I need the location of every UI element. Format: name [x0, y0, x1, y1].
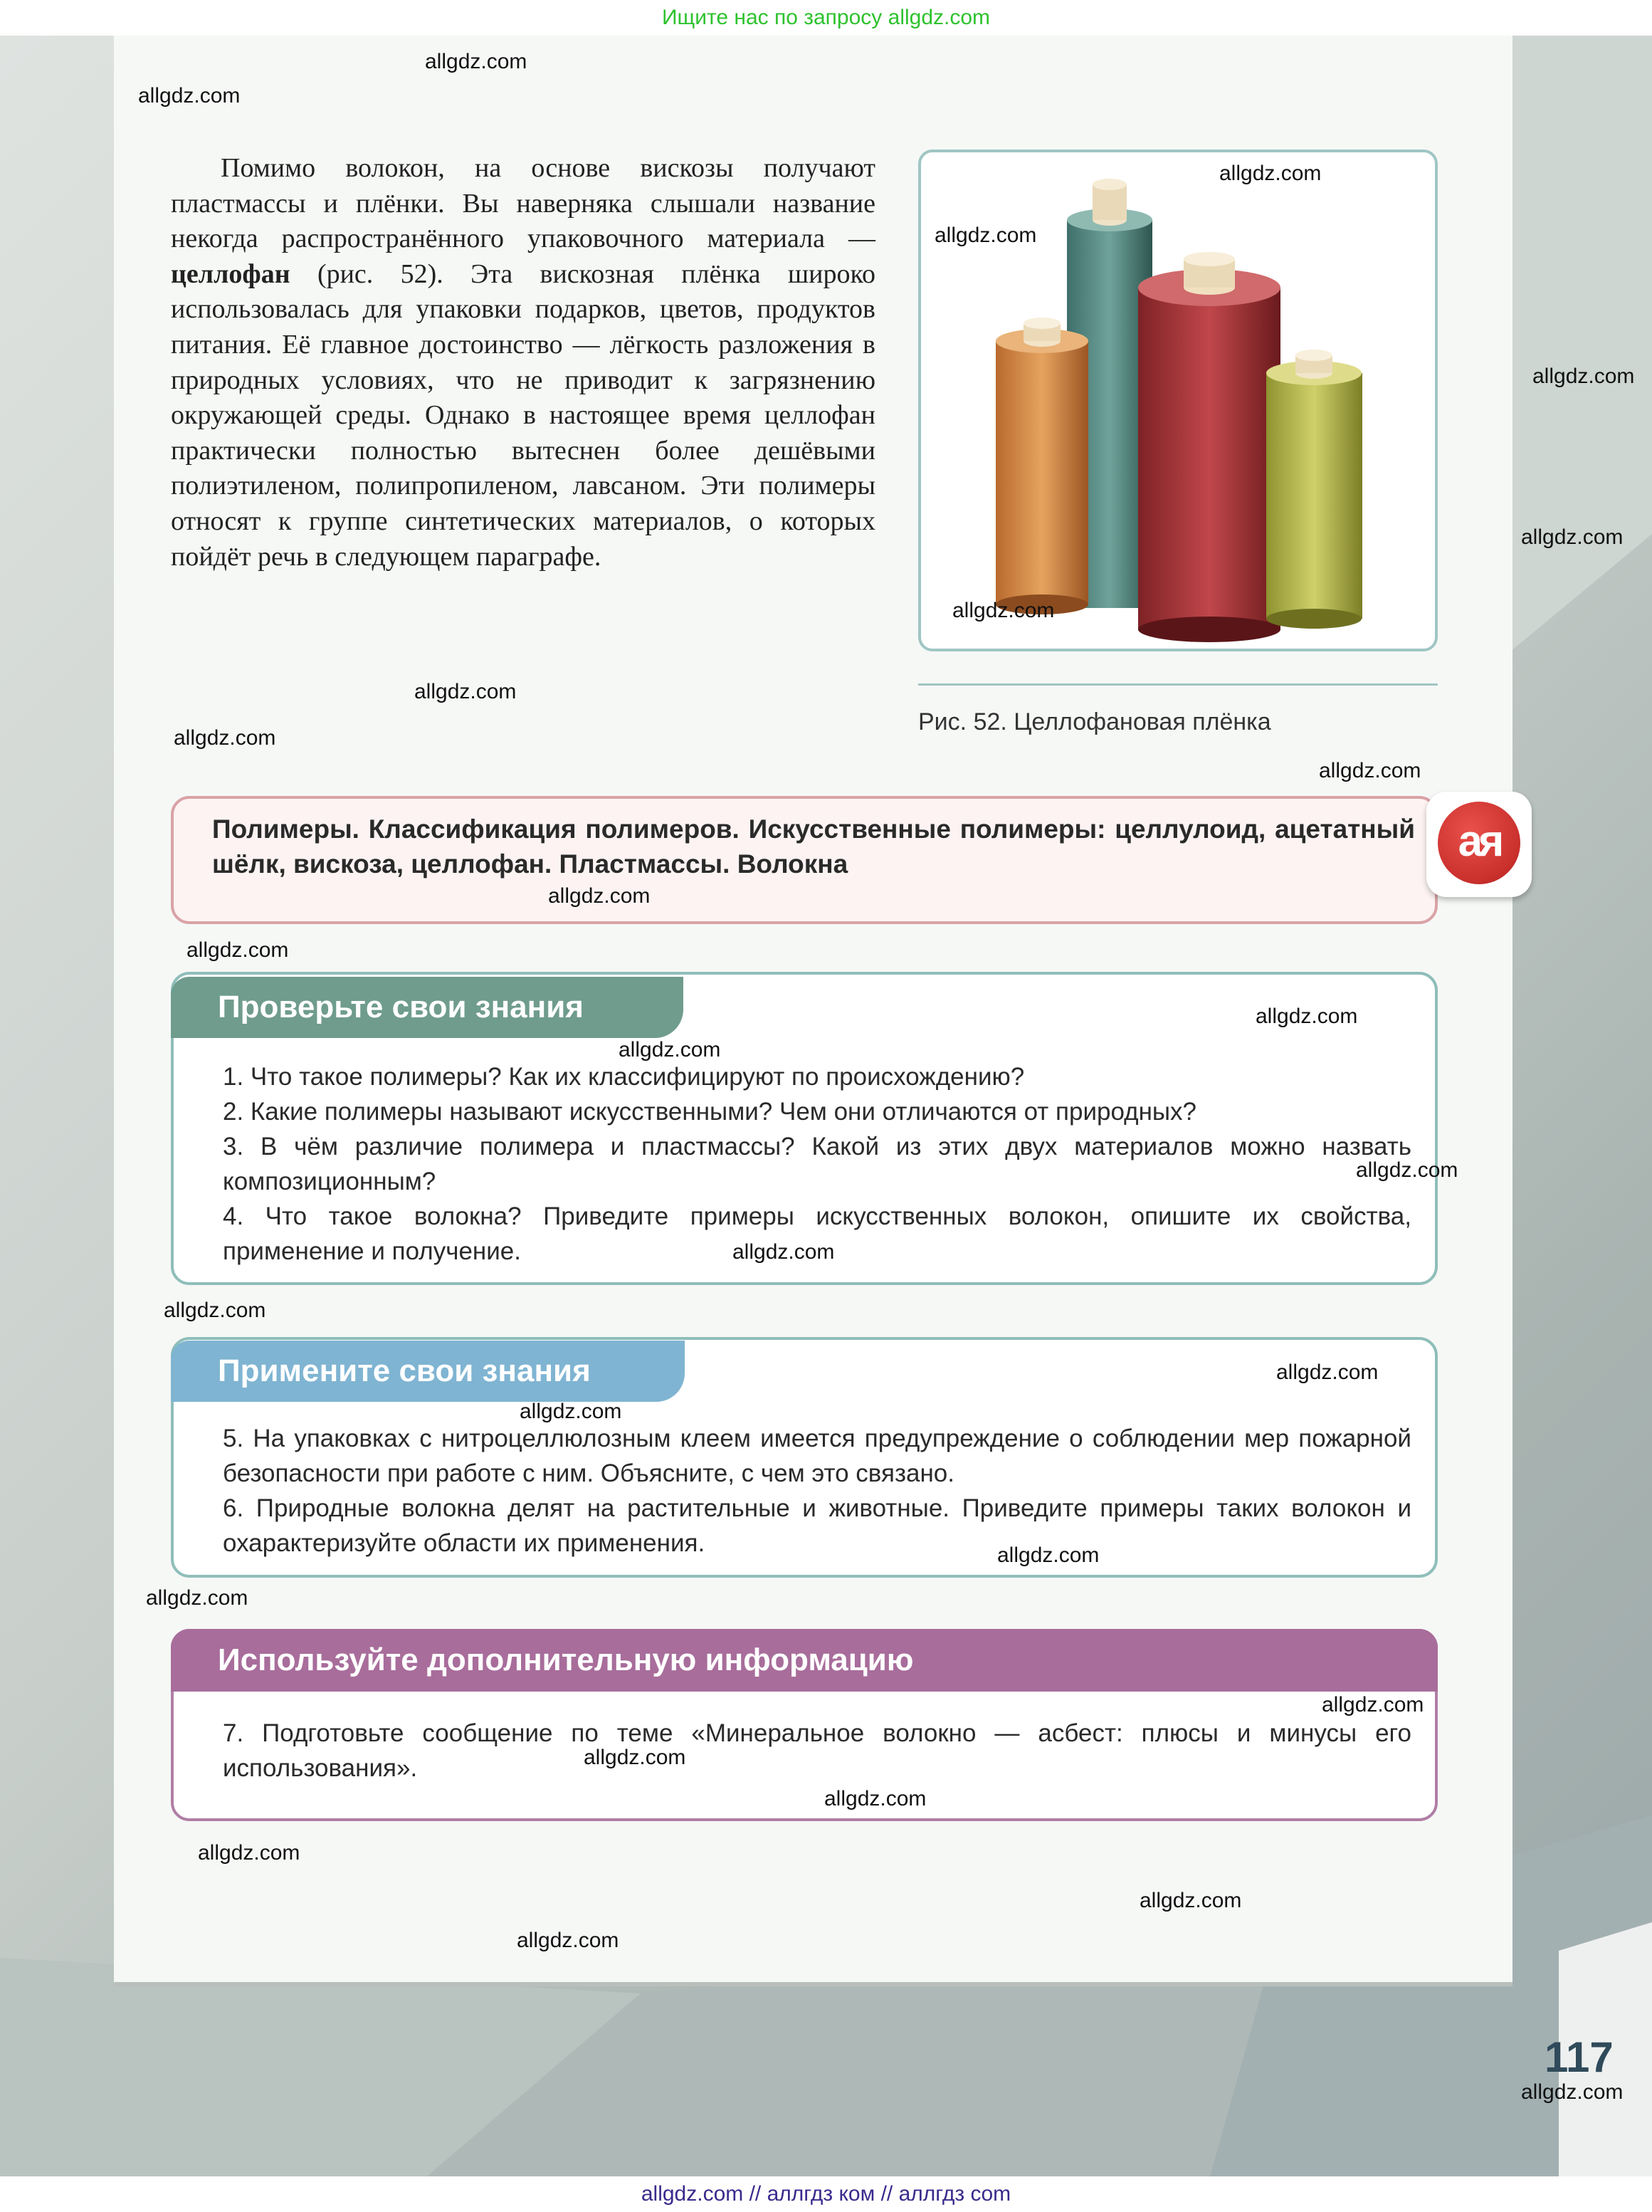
figure-divider [918, 683, 1438, 686]
question-5: 5. На упаковках с нитроцеллюлозным клеем имеется предупреждение о соблюдении мер пожарной безопасности при работе с ним. Объясните, с чем это связано. [223, 1425, 1411, 1487]
watermark: allgdz.com [174, 726, 276, 750]
watermark: allgdz.com [198, 1841, 300, 1865]
apply-knowledge-title: Примените свои знания [171, 1341, 685, 1402]
watermark: allgdz.com [1521, 2080, 1624, 2104]
vocabulary-icon: ая [1438, 802, 1520, 884]
watermark: allgdz.com [997, 1543, 1100, 1567]
watermark: allgdz.com [1322, 1693, 1424, 1716]
watermark: allgdz.com [186, 938, 289, 962]
key-terms-text: Полимеры. Классификация полимеров. Искусственные полимеры: целлулоид, ацетатный шёлк, вискоза, целлофан. Пластмассы. Волокна [212, 814, 1415, 879]
roll-orange [996, 341, 1088, 604]
body-paragraph [171, 151, 875, 575]
watermark: allgdz.com [1140, 1889, 1242, 1912]
watermark: allgdz.com [138, 84, 241, 108]
watermark: allgdz.com [584, 1746, 686, 1769]
watermark: allgdz.com [732, 1240, 835, 1264]
body-text-part1: Помимо волокон, на основе вискозы получают пластмассы и плёнки. Вы наверняка слышали название некогда распространённого упаковочного материала — [171, 153, 875, 254]
watermark: allgdz.com [935, 224, 1037, 247]
watermark: allgdz.com [619, 1038, 721, 1062]
extra-info-title: Используйте дополнительную информацию [171, 1629, 1438, 1692]
watermark: allgdz.com [824, 1787, 927, 1810]
check-knowledge-title: Проверьте свои знания [171, 977, 683, 1038]
watermark: allgdz.com [146, 1586, 248, 1610]
question-6: 6. Природные волокна делят на растительные и животные. Приведите примеры таких волокон и охарактеризуйте области их применения. [223, 1494, 1411, 1557]
watermark: allgdz.com [1521, 525, 1624, 549]
watermark: allgdz.com [164, 1299, 266, 1322]
watermark: allgdz.com [1319, 759, 1421, 782]
watermark: allgdz.com [1276, 1361, 1379, 1384]
term-cellophane: целлофан [171, 258, 290, 289]
watermark: allgdz.com [517, 1929, 619, 1952]
watermark: allgdz.com [425, 50, 527, 73]
top-banner: Ищите нас по запросу allgdz.com [0, 0, 1652, 36]
figure-caption: Рис. 52. Целлофановая плёнка [918, 708, 1271, 735]
watermark: allgdz.com [414, 680, 517, 703]
question-1: 1. Что такое полимеры? Как их классифицируют по происхождению? [223, 1063, 1025, 1091]
watermark: allgdz.com [1356, 1158, 1458, 1182]
watermark: allgdz.com [1532, 365, 1635, 388]
body-text-part2: (рис. 52). Эта вискозная плёнка широко использовалась для упаковки подарков, цветов, продуктов питания. Её главное достоинство — лёгкость разложения в природных условиях, что не приводит к загрязнению окружающей среды. Однако в настоящее время целлофан практически полностью вытеснен более дешёвыми полиэтиленом, полипропиленом, лавсаном. Эти полимеры относят к группе синтетических материалов, о которых пойдёт речь в следующем параграфе. [171, 258, 875, 572]
vocabulary-badge [1426, 792, 1532, 897]
watermark: allgdz.com [1219, 162, 1322, 185]
bottom-banner: allgdz.com // аллгдз ком // аллгдз com [0, 2176, 1652, 2212]
roll-red [1138, 288, 1280, 629]
watermark: allgdz.com [952, 599, 1055, 622]
watermark: allgdz.com [1256, 1005, 1358, 1028]
page-number: 117 [1545, 2033, 1614, 2081]
watermark: allgdz.com [520, 1400, 622, 1423]
watermark: allgdz.com [548, 884, 651, 908]
roll-yellow [1266, 373, 1362, 619]
question-3: 3. В чём различие полимера и пластмассы? Какой из этих двух материалов можно назвать композиционным? [223, 1133, 1411, 1195]
question-7: 7. Подготовьте сообщение по теме «Минеральное волокно — асбест: плюсы и минусы его использования». [223, 1719, 1411, 1782]
question-4: 4. Что такое волокна? Приведите примеры искусственных волокон, опишите их свойства, применение и получение. [223, 1202, 1411, 1265]
question-2: 2. Какие полимеры называют искусственными? Чем они отличаются от природных? [223, 1098, 1197, 1126]
